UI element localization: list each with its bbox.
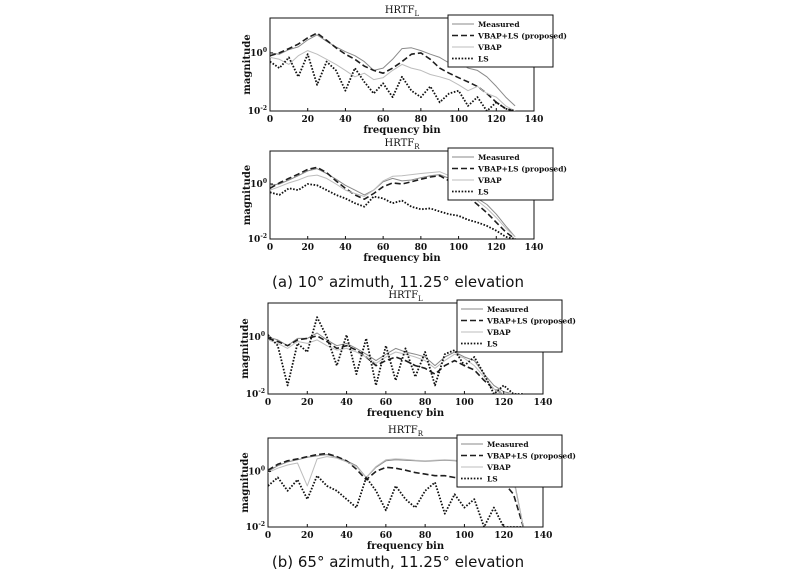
x-tick-label: 20: [301, 531, 314, 541]
x-axis-label: frequency bin: [363, 125, 441, 136]
legend-label: VBAP+LS (proposed): [478, 31, 567, 41]
x-axis-label: frequency bin: [366, 541, 445, 552]
legend-label: VBAP: [487, 463, 511, 472]
chart-panel-3: [240, 290, 576, 419]
legend: [448, 148, 567, 200]
y-tick-label: $10^0$: [248, 331, 265, 344]
legend-label: VBAP: [478, 176, 502, 185]
y-axis-label: magnitude: [240, 452, 251, 513]
panel-title: $HRTF_L$: [384, 5, 420, 18]
panel-title: $HRTF_L$: [388, 290, 423, 303]
caption-b: (b) 65° azimuth, 11.25° elevation: [271, 553, 525, 571]
x-tick-label: 100: [455, 531, 474, 541]
x-tick-label: 80: [418, 398, 432, 408]
y-tick-label: $10^{-2}$: [245, 521, 265, 533]
x-tick-label: 0: [266, 243, 274, 253]
x-tick-label: 40: [339, 243, 352, 253]
legend-label: Measured: [478, 153, 520, 162]
x-tick-label: 60: [379, 531, 393, 541]
panel-title: $HRTF_R$: [388, 425, 423, 438]
legend-label: VBAP: [487, 328, 511, 337]
x-tick-label: 20: [301, 398, 314, 408]
x-tick-label: 60: [376, 115, 390, 125]
x-tick-label: 60: [379, 398, 393, 408]
x-tick-label: 140: [524, 115, 544, 125]
legend-label: VBAP: [478, 43, 502, 52]
legend-label: VBAP+LS (proposed): [487, 316, 576, 326]
x-tick-label: 140: [524, 243, 544, 253]
x-tick-label: 40: [340, 398, 353, 408]
legend-label: VBAP+LS (proposed): [487, 451, 576, 461]
x-tick-label: 20: [301, 115, 314, 125]
x-tick-label: 0: [264, 531, 272, 541]
x-tick-label: 40: [340, 531, 353, 541]
y-axis-label: magnitude: [240, 318, 251, 379]
y-tick-label: $10^0$: [250, 46, 267, 59]
y-tick-label: $10^0$: [250, 178, 267, 190]
x-tick-label: 60: [376, 243, 390, 253]
legend: [448, 15, 567, 67]
x-tick-label: 40: [339, 115, 352, 125]
legend-label: LS: [487, 474, 498, 484]
y-tick-label: $10^{-2}$: [247, 233, 267, 245]
y-tick-label: $10^{-2}$: [245, 388, 265, 400]
chart-panel-4: [240, 425, 576, 552]
legend-label: VBAP+LS (proposed): [478, 164, 567, 174]
legend-label: LS: [478, 54, 489, 64]
x-tick-label: 120: [494, 398, 514, 408]
x-axis-label: frequency bin: [366, 408, 445, 419]
x-tick-label: 140: [533, 531, 553, 541]
x-tick-label: 120: [494, 531, 514, 541]
x-tick-label: 20: [301, 243, 314, 253]
x-tick-label: 120: [486, 115, 506, 125]
x-tick-label: 140: [533, 398, 553, 408]
y-axis-label: magnitude: [242, 164, 253, 226]
x-tick-label: 100: [449, 243, 468, 253]
legend-label: Measured: [487, 440, 529, 449]
panel-title: $HRTF_R$: [384, 138, 420, 151]
x-tick-label: 80: [414, 115, 428, 125]
y-tick-label: $10^0$: [248, 465, 265, 478]
caption-a: (a) 10° azimuth, 11.25° elevation: [272, 273, 524, 291]
chart-panel-1: [242, 5, 567, 136]
x-tick-label: 120: [486, 243, 506, 253]
legend-label: LS: [487, 339, 498, 349]
legend: [457, 435, 576, 487]
y-axis-label: magnitude: [242, 34, 253, 95]
legend: [457, 300, 576, 352]
chart-panel-2: [242, 138, 567, 264]
y-tick-label: $10^{-2}$: [247, 105, 267, 117]
legend-label: Measured: [487, 305, 529, 314]
x-tick-label: 100: [455, 398, 474, 408]
legend-label: LS: [478, 187, 489, 197]
x-tick-label: 80: [418, 531, 432, 541]
legend-label: Measured: [478, 20, 520, 29]
x-tick-label: 0: [266, 115, 274, 125]
x-tick-label: 0: [264, 398, 272, 408]
x-axis-label: frequency bin: [363, 253, 441, 264]
x-tick-label: 100: [449, 115, 468, 125]
x-tick-label: 80: [414, 243, 428, 253]
